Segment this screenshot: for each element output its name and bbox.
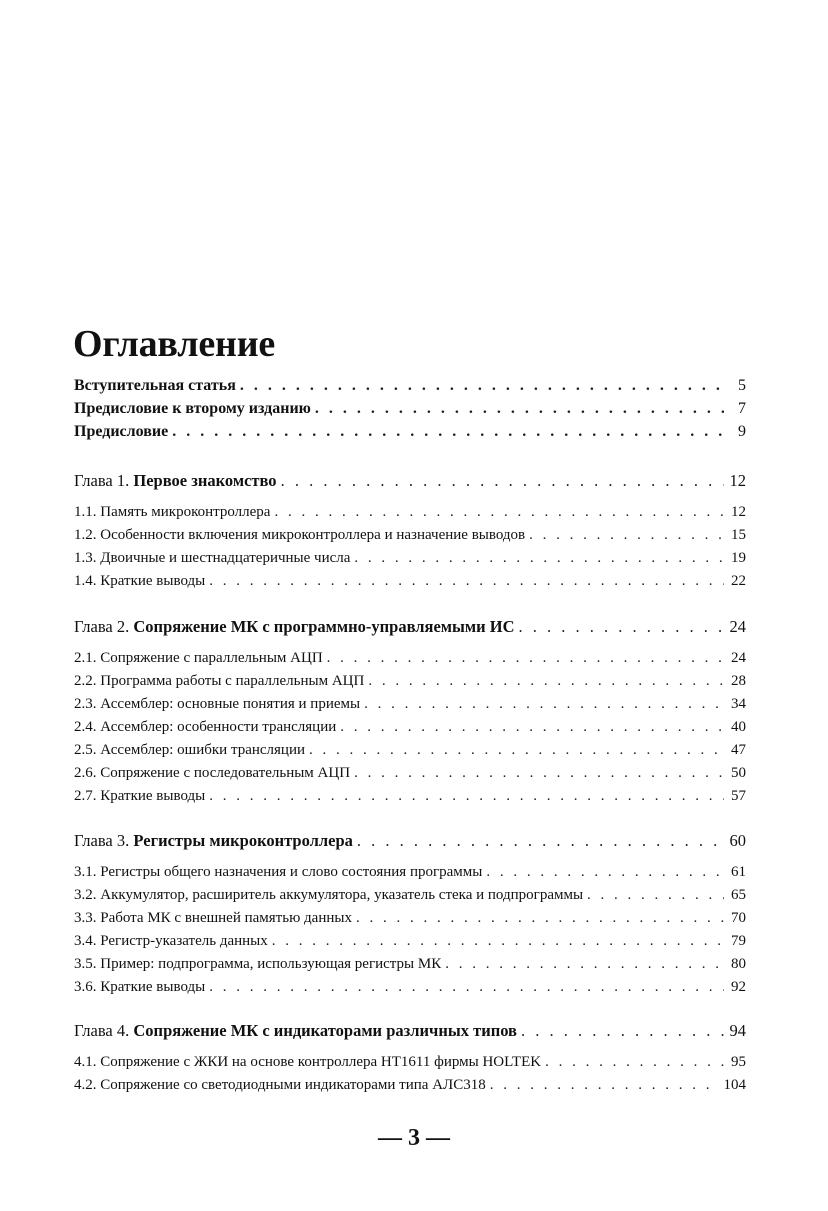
toc-entry-label: 4.1. Сопряжение с ЖКИ на основе контроллера HT1611 фирмы HOLTEK: [74, 1054, 542, 1070]
toc-page-number: 40: [731, 719, 746, 735]
page-number-folio: — 3 —: [378, 1125, 450, 1151]
toc-section-entry[interactable]: [74, 1052, 746, 1072]
toc-section-entry[interactable]: [74, 548, 746, 568]
toc-entry-label: 2.6. Сопряжение с последовательным АЦП: [74, 765, 351, 781]
chapter-prefix: Глава 3.: [74, 831, 130, 850]
toc-page-number: 57: [731, 788, 746, 804]
leader-dots: [315, 399, 724, 419]
toc-entry-label: [74, 617, 515, 637]
toc-entry-label: 2.7. Краткие выводы: [74, 788, 206, 804]
toc-page-number: 28: [731, 673, 746, 689]
chapter-title: Сопряжение МК с индикаторами различных типов: [133, 1021, 517, 1040]
toc-page-number: 65: [731, 887, 746, 903]
leader-dots: [354, 763, 724, 783]
toc-entry-label: Вступительная статья: [74, 377, 236, 394]
leader-dots: [545, 1052, 724, 1072]
toc-chapter-entry[interactable]: [74, 1021, 746, 1041]
toc-section-entry[interactable]: [74, 525, 746, 545]
toc-page-number: 12: [729, 471, 746, 490]
leader-dots: [529, 525, 724, 545]
toc-front-entry[interactable]: [74, 422, 746, 442]
toc-page-number: 7: [738, 400, 746, 417]
leader-dots: [327, 648, 724, 668]
toc-section-entry[interactable]: [74, 717, 746, 737]
toc-entry-label: [74, 831, 353, 851]
toc-entry-label: [74, 1021, 517, 1041]
toc-section-entry[interactable]: [74, 1075, 746, 1095]
toc-page-number: 5: [738, 377, 746, 394]
leader-dots: [368, 671, 724, 691]
toc-entry-label: [74, 471, 277, 491]
toc-section-entry[interactable]: [74, 786, 746, 806]
toc-section-entry[interactable]: [74, 954, 746, 974]
chapter-prefix: Глава 2.: [74, 617, 130, 636]
leader-dots: [274, 502, 724, 522]
toc-page-number: 104: [723, 1077, 746, 1093]
chapter-prefix: Глава 1.: [74, 471, 130, 490]
toc-page-number: 79: [731, 933, 746, 949]
toc-section-entry[interactable]: [74, 694, 746, 714]
chapter-title: Первое знакомство: [133, 471, 277, 490]
chapter-prefix: Глава 4.: [74, 1021, 130, 1040]
leader-dots: [209, 786, 724, 806]
leader-dots: [364, 694, 724, 714]
toc-section-entry[interactable]: [74, 931, 746, 951]
leader-dots: [486, 862, 724, 882]
toc-section-entry[interactable]: [74, 571, 746, 591]
toc-page-number: 95: [731, 1054, 746, 1070]
toc-entry-label: 2.5. Ассемблер: ошибки трансляции: [74, 742, 305, 758]
page-title: Оглавление: [73, 323, 276, 365]
toc-entry-label: 3.5. Пример: подпрограмма, использующая регистры МК: [74, 956, 442, 972]
toc-section-entry[interactable]: [74, 740, 746, 760]
toc-entry-label: 1.1. Память микроконтроллера: [74, 504, 271, 520]
leader-dots: [340, 717, 724, 737]
chapter-title: Сопряжение МК с программно-управляемыми ИС: [133, 617, 515, 636]
leader-dots: [240, 376, 724, 396]
leader-dots: [356, 908, 724, 928]
toc-section-entry[interactable]: [74, 763, 746, 783]
leader-dots: [357, 831, 724, 851]
toc-entry-label: 1.4. Краткие выводы: [74, 573, 206, 589]
toc-section-entry[interactable]: [74, 908, 746, 928]
toc-page-number: 61: [731, 864, 746, 880]
toc-entry-label: 3.4. Регистр-указатель данных: [74, 933, 268, 949]
toc-page-number: 15: [731, 527, 746, 543]
leader-dots: [490, 1075, 720, 1095]
toc-section-entry[interactable]: [74, 977, 746, 997]
leader-dots: [587, 885, 724, 905]
leader-dots: [272, 931, 724, 951]
toc-section-entry[interactable]: [74, 885, 746, 905]
toc-page-number: 70: [731, 910, 746, 926]
leader-dots: [354, 548, 724, 568]
toc-page-number: 94: [729, 1021, 746, 1040]
toc-entry-label: 1.3. Двоичные и шестнадцатеричные числа: [74, 550, 351, 566]
toc-page-number: 47: [731, 742, 746, 758]
toc-page-number: 9: [738, 423, 746, 440]
leader-dots: [519, 617, 724, 637]
toc-entry-label: 3.1. Регистры общего назначения и слово состояния программы: [74, 864, 483, 880]
toc-page-number: 80: [731, 956, 746, 972]
toc-front-entry[interactable]: [74, 399, 746, 419]
toc-entry-label: 1.2. Особенности включения микроконтроллера и назначение выводов: [74, 527, 526, 543]
toc-section-entry[interactable]: [74, 671, 746, 691]
toc-entry-label: 3.6. Краткие выводы: [74, 979, 206, 995]
toc-page-number: 60: [729, 831, 746, 850]
toc-entry-label: 2.4. Ассемблер: особенности трансляции: [74, 719, 337, 735]
toc-chapter-entry[interactable]: [74, 617, 746, 637]
toc-entry-label: 3.3. Работа МК с внешней памятью данных: [74, 910, 352, 926]
leader-dots: [281, 471, 724, 491]
toc-entry-label: 3.2. Аккумулятор, расширитель аккумулятора, указатель стека и подпрограммы: [74, 887, 584, 903]
toc-front-entry[interactable]: [74, 376, 746, 396]
toc-page-number: 92: [731, 979, 746, 995]
leader-dots: [521, 1021, 724, 1041]
toc-page-number: 24: [731, 650, 746, 666]
toc-chapter-entry[interactable]: [74, 471, 746, 491]
toc-section-entry[interactable]: [74, 648, 746, 668]
leader-dots: [209, 571, 724, 591]
toc-page-number: 34: [731, 696, 746, 712]
toc-entry-label: 2.3. Ассемблер: основные понятия и приемы: [74, 696, 361, 712]
toc-page-number: 22: [731, 573, 746, 589]
leader-dots: [209, 977, 724, 997]
toc-page-number: 12: [731, 504, 746, 520]
toc-entry-label: 2.1. Сопряжение с параллельным АЦП: [74, 650, 323, 666]
toc-entry-label: 4.2. Сопряжение со светодиодными индикаторами типа АЛС318: [74, 1077, 486, 1093]
chapter-title: Регистры микроконтроллера: [133, 831, 353, 850]
leader-dots: [309, 740, 724, 760]
toc-page-number: 24: [729, 617, 746, 636]
toc-page-number: 50: [731, 765, 746, 781]
toc-entry-label: Предисловие к второму изданию: [74, 400, 311, 417]
leader-dots: [172, 422, 724, 442]
toc-entry-label: 2.2. Программа работы с параллельным АЦП: [74, 673, 365, 689]
leader-dots: [445, 954, 724, 974]
toc-section-entry[interactable]: [74, 502, 746, 522]
toc-section-entry[interactable]: [74, 862, 746, 882]
toc-page-number: 19: [731, 550, 746, 566]
toc-chapter-entry[interactable]: [74, 831, 746, 851]
toc-entry-label: Предисловие: [74, 423, 169, 440]
